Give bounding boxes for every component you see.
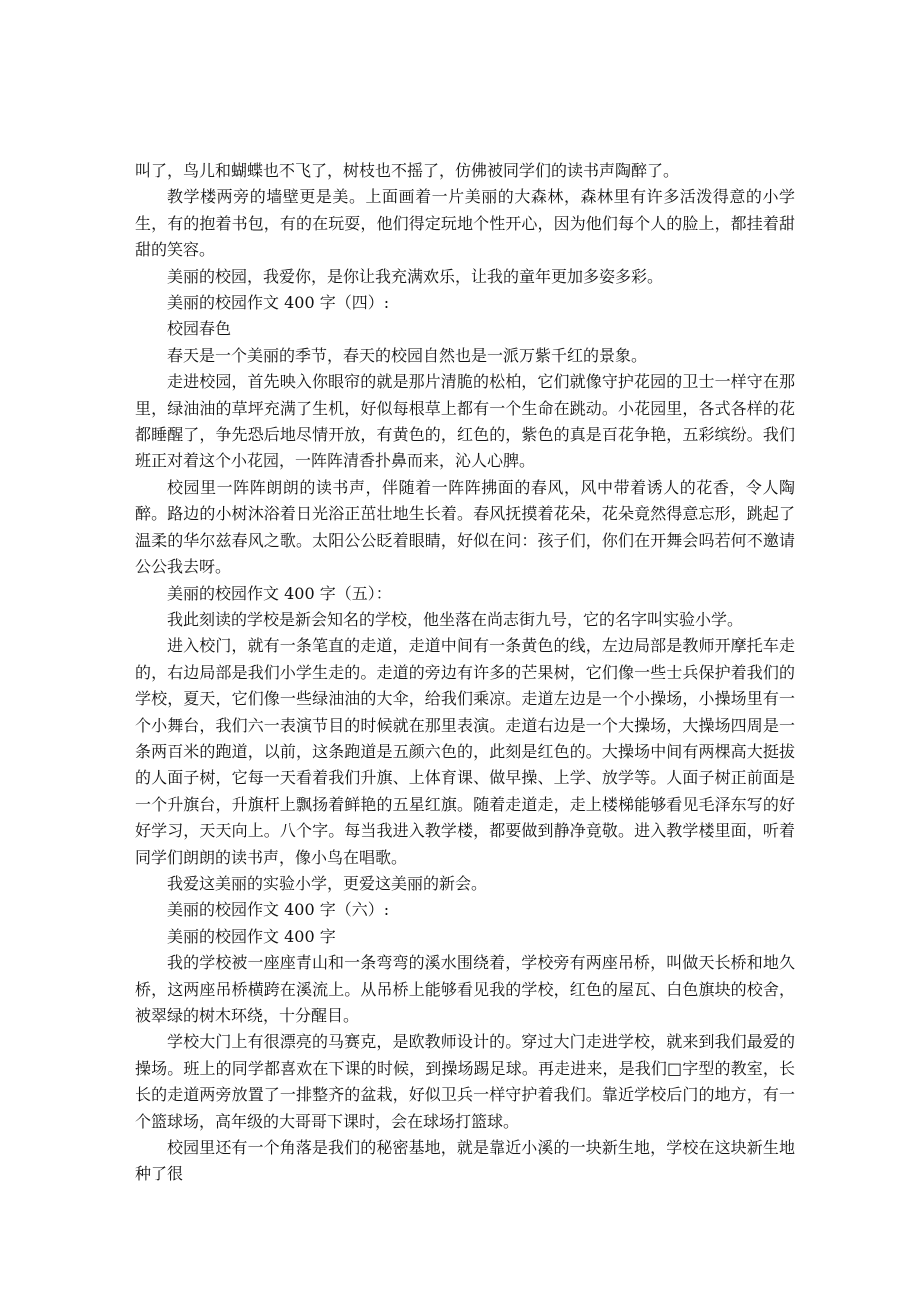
paragraph-3: 美丽的校园，我爱你，是你让我充满欢乐，让我的童年更加多姿多彩。 <box>167 266 664 286</box>
document-page <box>135 158 795 1188</box>
essay-title-6: 美丽的校园作文 400 字 <box>167 926 336 946</box>
section-heading-4: 美丽的校园作文 400 字（四）: <box>167 293 390 313</box>
essay-title-spring: 校园春色 <box>167 319 232 339</box>
section-heading-6: 美丽的校园作文 400 字（六）: <box>167 900 390 920</box>
section-heading-5: 美丽的校园作文 400 字（五）： <box>167 583 392 603</box>
paragraph-15: 我的学校被一座座青山和一条弯弯的溪水围绕着，学校旁有两座吊桥，叫做天长桥和地久桥，这两座吊桥横跨在溪流上。从吊桥上能够看见我的学校，红色的屋瓦、白色旗块的校舍，被翠绿的树木环绕，十分醒目。 <box>135 953 795 1025</box>
paragraph-1: 叫了，鸟儿和蝴蝶也不飞了，树枝也不摇了，仿佛被同学们的读书声陶醉了。 <box>135 161 680 180</box>
paragraph-2: 教学楼两旁的墙壁更是美。上面画着一片美丽的大森林，森林里有许多活泼得意的小学生，有的抱着书包，有的在玩耍，他们得定玩地个性开心，因为他们每个人的脸上，都挂着甜甜的笑容。 <box>135 187 795 260</box>
paragraph-17: 校园里还有一个角落是我们的秘密基地，就是靠近小溪的一块新生地，学校在这块新生地种了很 <box>135 1138 795 1184</box>
paragraph-6: 春天是一个美丽的季节，春天的校园自然也是一派万紫千红的景象。 <box>167 345 648 365</box>
paragraph-16: 学校大门上有很漂亮的马赛克，是欧教师设计的。穿过大门走进学校，就来到我们最爱的操场。班上的同学都喜欢在下课的时候，到操场踢足球。再走进来，是我们□字型的教室，长长的走道两旁放置了一排整齐的盆栽，好似卫兵一样守护着我们。靠近学校后门的地方，有一个篮球场，高年级的大哥哥下课时，会在球场打篮球。 <box>135 1032 795 1131</box>
paragraph-8: 校园里一阵阵朗朗的读书声，伴随着一阵阵拂面的春风，风中带着诱人的花香，令人陶醉。路边的小树沐浴着日光浴正茁壮地生长着。春风抚摸着花朵，花朵竟然得意忘形，跳起了温柔的华尔兹春风之歌。太阳公公眨着眼睛，好似在问：孩子们，你们在开舞会吗若何不邀请公公我去呀。 <box>135 477 795 577</box>
paragraph-7: 走进校园，首先映入你眼帘的就是那片清脆的松柏，它们就像守护花园的卫士一样守在那里，绿油油的草坪充满了生机，好似每根草上都有一个生命在跳动。小花园里，各式各样的花都睡醒了，争先恐后地尽情开放，有黄色的，红色的，紫色的真是百花争艳，五彩缤纷。我们班正对着这个小花园，一阵阵清香扑鼻而来，沁人心脾。 <box>135 372 795 471</box>
paragraph-11: 进入校门，就有一条笔直的走道，走道中间有一条黄色的线，左边局部是教师开摩托车走的，右边局部是我们小学生走的。走道的旁边有许多的芒果树，它们像一些士兵保护着我们的学校，夏天，它们像一些绿油油的大伞，给我们乘凉。走道左边是一个小操场，小操场里有一个小舞台，我们六一表演节目的时候就在那里表演。走道右边是一个大操场，大操场四周是一条两百米的跑道，以前，这条跑道是五颜六色的，此刻是红色的。大操场中间有两棵高大挺拔的人面子树，它每一天看着我们升旗、上体育课、做早操、上学、放学等。人面子树正前面是一个升旗台，升旗杆上飘扬着鲜艳的五星红旗。随着走道走，走上楼梯能够看见毛泽东写的好好学习，天天向上。八个字。每当我进入教学楼，都要做到静净竟敬。进入教学楼里面，听着同学们朗朗的读书声，像小鸟在唱歌。 <box>135 636 795 867</box>
paragraph-12: 我爱这美丽的实验小学，更爱这美丽的新会。 <box>167 873 488 893</box>
paragraph-10: 我此刻读的学校是新会知名的学校，他坐落在尚志街九号，它的名字叫实验小学。 <box>167 609 744 629</box>
